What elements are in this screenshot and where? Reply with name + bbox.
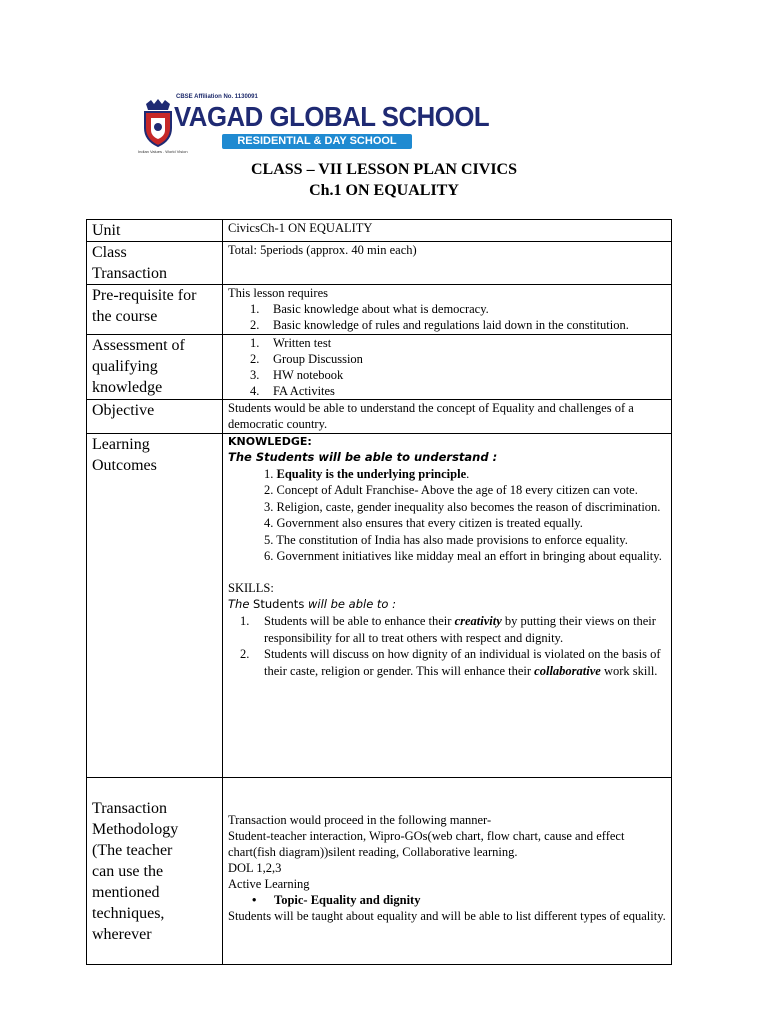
label-line: techniques, (92, 905, 165, 922)
value-class-transaction: Total: 5periods (approx. 40 min each) (223, 242, 672, 285)
school-subtitle: RESIDENTIAL & DAY SCHOOL (222, 134, 412, 149)
value-prerequisite (223, 285, 672, 335)
item-text: Basic knowledge of rules and regulations laid down in the constitution. (273, 318, 629, 332)
item-number: 3. (250, 368, 260, 382)
skills-sub-part: will be able to : (307, 597, 396, 612)
assessment-list (228, 335, 667, 399)
table-row-prerequisite (87, 285, 672, 335)
item-text: Religion, caste, gender inequality also becomes the reason of discrimination. (276, 499, 661, 514)
list-item (228, 548, 667, 564)
label-line: qualifying (92, 358, 158, 375)
skills-sub-part: Students (253, 597, 305, 612)
item-text: Basic knowledge about what is democracy. (273, 302, 489, 316)
label-line: Pre-requisite for (92, 287, 197, 304)
prerequisite-intro: This lesson requires (228, 286, 328, 300)
school-tagline: Indian Values . World Vision (138, 149, 188, 154)
item-text: FA Activites (273, 384, 335, 398)
skills-subheading (228, 596, 667, 613)
label-line: mentioned (92, 884, 160, 901)
list-item (228, 532, 667, 548)
skill-text: Students will discuss on how dignity of an individual is violated on the basis of their caste, religion or gender. This will enhance their (264, 647, 661, 678)
label-line: Methodology (92, 821, 179, 838)
list-item (228, 317, 667, 333)
label-line: (The teacher (92, 842, 173, 859)
methodology-line: Transaction would proceed in the following manner- (228, 813, 492, 827)
item-number: 2. (240, 647, 250, 662)
item-number: 1. (250, 336, 260, 350)
item-number: 2. (264, 483, 274, 498)
item-text: HW notebook (273, 368, 344, 382)
skill-text: by putting their views on their responsibility for all to treat others with respect and dignity. (264, 614, 656, 645)
knowledge-subheading: The Students will be able to understand : (228, 450, 498, 464)
table-row-assessment (87, 335, 672, 400)
label-unit (87, 220, 223, 242)
topic-bullet (228, 892, 667, 908)
item-number: 2. (250, 352, 260, 366)
list-item (228, 335, 667, 351)
list-item (228, 482, 667, 498)
label-class-transaction (87, 242, 223, 285)
item-number: 5. (264, 532, 274, 547)
item-text: Group Discussion (273, 352, 363, 366)
skill-text: Students will be able to enhance their (264, 614, 452, 629)
list-item (228, 367, 667, 383)
value-unit: CivicsCh-1 ON EQUALITY (223, 220, 672, 242)
label-objective (87, 400, 223, 434)
chapter-title: Ch.1 ON EQUALITY (309, 182, 459, 199)
table-row-class-transaction (87, 242, 672, 285)
school-name: VAGAD GLOBAL SCHOOL (174, 101, 490, 132)
item-number: 4. (264, 516, 274, 531)
skill-emphasis: collaborative (534, 663, 601, 678)
item-number: 6. (264, 549, 274, 564)
label-assessment (87, 335, 223, 400)
list-item (228, 515, 667, 531)
lesson-plan-table (86, 219, 672, 965)
methodology-line: Students will be taught about equality and will be able to list different types of equality. (228, 909, 666, 923)
label-line: Transaction (92, 800, 167, 817)
label-line: knowledge (92, 379, 163, 396)
item-text: Equality is the underlying principle (276, 467, 467, 481)
item-number: 3. (264, 499, 274, 514)
item-number: 1. (250, 302, 260, 316)
value-assessment (223, 335, 672, 400)
skill-emphasis: creativity (454, 614, 502, 629)
skills-sub-part: The (228, 597, 250, 612)
list-item (228, 383, 667, 399)
item-text: Concept of Adult Franchise- Above the age of 18 every citizen can vote. (276, 483, 638, 498)
methodology-line: Active Learning (228, 877, 310, 891)
table-row-learning-outcomes (87, 434, 672, 778)
label-line: Assessment of (92, 337, 185, 354)
topic-text: Topic- Equality and dignity (274, 893, 421, 907)
item-text: Government also ensures that every citizen is treated equally. (276, 516, 583, 531)
item-number: 1. (240, 614, 250, 629)
school-crest-icon (140, 98, 176, 148)
label-line: wherever (92, 926, 152, 943)
methodology-line: Student-teacher interaction, Wipro-GOs(web chart, flow chart, cause and effect chart(fish diagram))silent reading, Collaborative learning. (228, 829, 625, 859)
label-transaction-methodology (87, 778, 223, 965)
list-item (228, 301, 667, 317)
prerequisite-list (228, 301, 667, 333)
label-line: Learning (92, 436, 150, 453)
methodology-line: DOL 1,2,3 (228, 861, 282, 875)
value-learning-outcomes (223, 434, 672, 778)
label-learning-outcomes (87, 434, 223, 778)
bullet-icon: • (252, 893, 257, 907)
school-logo (138, 94, 490, 156)
document-title: CLASS – VII LESSON PLAN CIVICS (250, 161, 517, 178)
label-prerequisite (87, 285, 223, 335)
item-number: 1. (264, 467, 274, 481)
item-number: 4. (250, 384, 260, 398)
list-item (228, 499, 667, 515)
label-line: Transaction (92, 265, 167, 282)
table-row-transaction-methodology (87, 778, 672, 965)
label-line: the course (92, 308, 158, 325)
item-text: The constitution of India has also made provisions to enforce equality. (276, 532, 628, 547)
label-line: can use the (92, 863, 164, 880)
item-text: Written test (273, 336, 332, 350)
table-row-objective (87, 400, 672, 434)
item-number: 2. (250, 318, 260, 332)
skill-text: work skill. (603, 663, 658, 678)
list-item: 1. Equality is the underlying principle. (264, 467, 470, 481)
value-objective: Students would be able to understand the concept of Equality and challenges of a democratic country. (223, 400, 672, 434)
item-text: Government initiatives like midday meal an effort in bringing about equality. (276, 549, 662, 564)
label-text: Unit (92, 222, 121, 239)
knowledge-heading: KNOWLEDGE: (228, 435, 312, 448)
list-item (228, 351, 667, 367)
label-line: Class (92, 244, 127, 261)
skill-item (228, 613, 667, 646)
table-row-unit (87, 220, 672, 242)
affiliation-text: CBSE Affiliation No. 1130091 (176, 94, 258, 100)
value-transaction-methodology (223, 778, 672, 965)
skills-heading: SKILLS: (228, 581, 274, 596)
skill-item (228, 646, 667, 679)
label-text: Objective (92, 402, 155, 419)
label-line: Outcomes (92, 457, 157, 474)
